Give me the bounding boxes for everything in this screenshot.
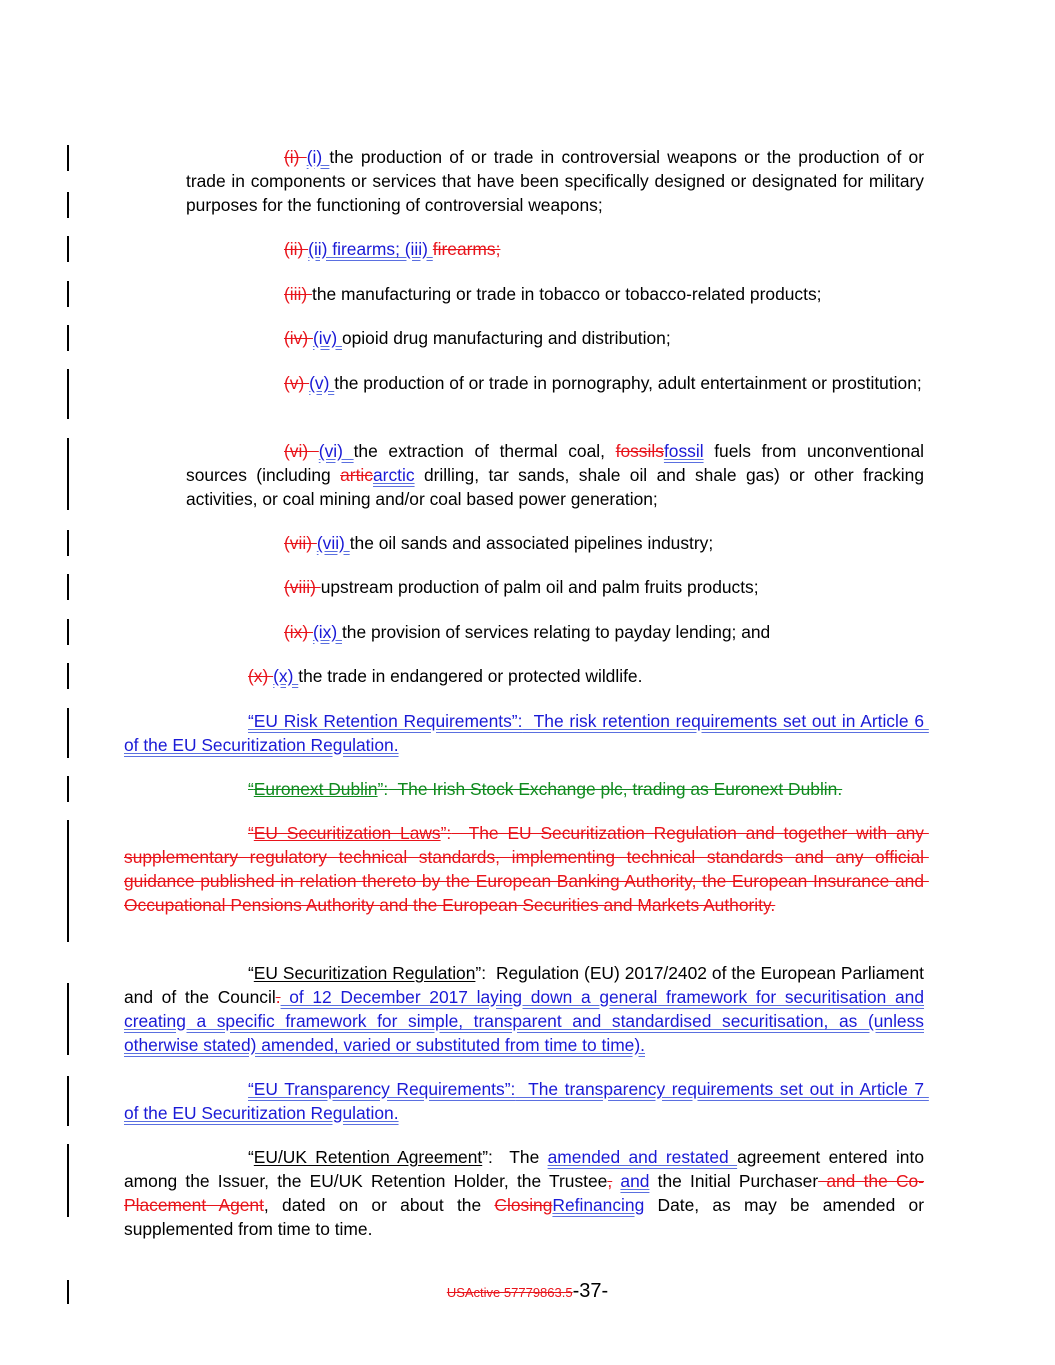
inserted-number: (iv): [312, 328, 342, 348]
definition-term: EU Securitization Laws: [253, 823, 441, 843]
inserted-number: (vii): [316, 533, 350, 553]
definition-term: “EU Risk Retention Requirements”:: [248, 711, 523, 731]
definition-term: EU/UK Retention Agreement: [253, 1147, 483, 1167]
change-bar: [67, 438, 69, 510]
inserted-text: of 12 December 2017 laying down a general framework for securitisation and creating a specific framework for simple, transparent and standardised securitisation, as (unless otherwise stated) amended, varied or substituted from time to time).: [124, 987, 925, 1055]
item-text: the trade in endangered or protected wildlife.: [298, 666, 643, 686]
list-item: [248, 664, 924, 688]
definition-euronext-dublin: [124, 777, 924, 801]
change-bar: [67, 325, 69, 351]
change-bar: [67, 708, 69, 758]
definition-body: Regulation (EU) 2017/2402 of the European Parliament and of the Council: [124, 963, 929, 1007]
definition-eu-securitization-regulation: [124, 961, 929, 1057]
inserted-number: (ix): [312, 622, 342, 642]
definition-body: The EU Securitization Regulation and together with any supplementary regulatory technical standards, implementing technical standards and any official guidance published in relation thereto by the European Banking Authority, the European Insurance and Occupational Pensions Authority and the European Securities and Markets Authority.: [124, 823, 929, 915]
quote-mark: “: [248, 963, 254, 983]
deleted-word: fossils: [615, 441, 664, 461]
change-bar: [67, 1076, 69, 1126]
quote-mark: “: [248, 1147, 254, 1167]
quote-mark: ”:: [440, 823, 452, 843]
deleted-number: (vii): [284, 533, 317, 553]
deleted-punctuation: .: [275, 987, 281, 1007]
change-bar: [67, 820, 69, 942]
item-text: the production of or trade in pornography, adult entertainment or prostitution;: [334, 373, 922, 393]
definition-body: The: [492, 1147, 548, 1167]
quote-mark: “: [248, 823, 254, 843]
inserted-word: fossil: [663, 441, 704, 461]
change-bar: [67, 369, 69, 419]
item-text: drilling, tar sands, shale oil and shale gas) or other fracking activities, or coal mining and/or coal based power generation;: [186, 465, 924, 509]
change-bar: [67, 983, 69, 1055]
item-text: opioid drug manufacturing and distribution;: [341, 328, 671, 348]
inserted-text: amended and restated: [547, 1147, 738, 1167]
change-bar: [67, 192, 69, 218]
quote-mark: ”:: [475, 963, 487, 983]
list-item: [186, 326, 924, 350]
deleted-text: Closing: [494, 1195, 553, 1215]
change-bar: [67, 236, 69, 262]
change-bar: [67, 530, 69, 556]
deleted-number: (ix): [284, 622, 313, 642]
deleted-number: (iv): [284, 328, 313, 348]
quote-mark: ”:: [482, 1147, 493, 1167]
deleted-word: artic: [340, 465, 373, 485]
list-item: [186, 575, 924, 599]
deleted-number: (i): [284, 147, 307, 167]
deleted-number: (vi): [284, 441, 319, 461]
document-id: USActive 57779863.5: [446, 1285, 573, 1300]
definition-term: EU Securitization Regulation: [253, 963, 476, 983]
inserted-word: arctic: [373, 465, 415, 485]
change-bar: [67, 145, 69, 171]
definition-eu-securitization-laws: [124, 821, 929, 917]
item-text: the production of or trade in controversial weapons or the production of or trade in components or services that have been specifically designed or designated for military purposes for the functioning of controversial weapons;: [186, 147, 924, 215]
change-bar: [67, 663, 69, 689]
list-item: [186, 439, 924, 511]
definition-body: the Initial Purchaser: [649, 1171, 819, 1191]
deleted-text: ,: [607, 1171, 613, 1191]
deleted-number: (ii): [284, 239, 309, 259]
list-item: [186, 145, 924, 217]
list-item: [186, 282, 924, 306]
page-footer: [0, 1280, 1055, 1303]
inserted-number: (x): [273, 666, 299, 686]
inserted-text: (ii) firearms; (iii): [308, 239, 433, 259]
definition-body: Date, as may be amended or supplemented from time to time.: [124, 1195, 924, 1239]
quote-mark: “: [248, 779, 254, 799]
inserted-text: and: [620, 1171, 650, 1191]
deleted-number: (viii): [284, 577, 321, 597]
deleted-text: firearms;: [432, 239, 501, 259]
inserted-number: (i): [306, 147, 330, 167]
change-bar: [67, 619, 69, 645]
item-text: upstream production of palm oil and palm fruits products;: [320, 577, 759, 597]
deleted-text: and the Co-Placement Agent: [124, 1171, 924, 1215]
change-bar: [67, 574, 69, 600]
change-bar: [67, 281, 69, 307]
inserted-number: (v): [309, 373, 335, 393]
deleted-number: (iii): [284, 284, 313, 304]
item-text: fuels from unconventional sources (including: [186, 441, 924, 485]
definition-eu-uk-retention-agreement: [124, 1145, 924, 1241]
definition-eu-transparency: [124, 1077, 929, 1125]
change-bar: [67, 776, 69, 802]
definition-body: agreement entered into among the Issuer, the EU/UK Retention Holder, the Trustee: [124, 1147, 924, 1191]
definition-term: “EU Transparency Requirements”:: [248, 1079, 516, 1099]
change-bar: [67, 1144, 69, 1217]
list-item: [186, 371, 924, 395]
list-item: [186, 620, 924, 644]
item-text: the manufacturing or trade in tobacco or tobacco-related products;: [312, 284, 822, 304]
item-text: the oil sands and associated pipelines industry;: [349, 533, 714, 553]
list-item: [186, 237, 924, 261]
deleted-number: (x): [248, 666, 274, 686]
inserted-text: Refinancing: [552, 1195, 645, 1215]
item-text: the provision of services relating to payday lending; and: [341, 622, 771, 642]
list-item: [186, 531, 924, 555]
definition-body: The risk retention requirements set out in Article 6 of the EU Securitization Regulation.: [124, 711, 929, 755]
page-number: -37-: [572, 1280, 609, 1302]
definition-body: , dated on or about the: [263, 1195, 495, 1215]
definition-term: Euronext Dublin: [253, 779, 378, 799]
quote-mark: ”:: [377, 779, 389, 799]
item-text: the extraction of thermal coal,: [353, 441, 616, 461]
inserted-number: (vi): [318, 441, 354, 461]
definition-body: The transparency requirements set out in Article 7 of the EU Securitization Regulation.: [124, 1079, 929, 1123]
deleted-number: (v): [284, 373, 310, 393]
definition-body: The Irish Stock Exchange plc, trading as Euronext Dublin.: [388, 779, 843, 799]
definition-eu-risk-retention: [124, 709, 929, 757]
